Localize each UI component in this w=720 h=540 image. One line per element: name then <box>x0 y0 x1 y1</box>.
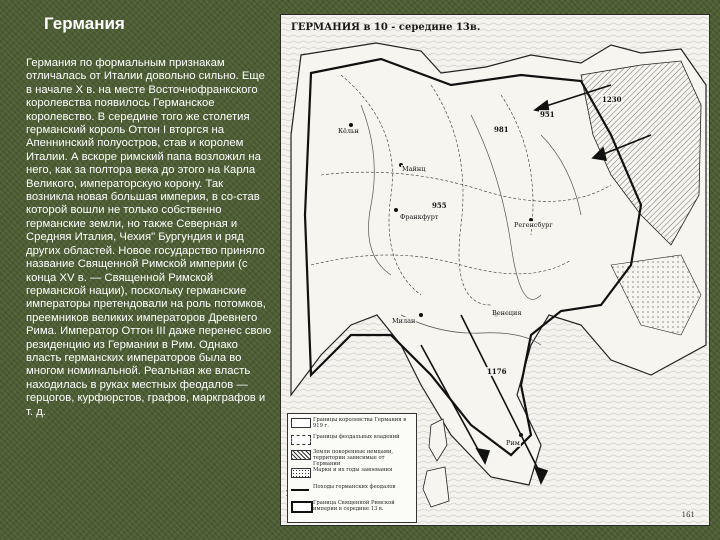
legend-item: Марки и их годы завоевания <box>291 467 413 481</box>
legend-item: Походы германских феодалов <box>291 484 413 498</box>
slide-body-text: Германия по формальным признакам отличалась от Италии довольно сильно. Еще в начале X в. на месте Восточнофранкского королевства появилось Германское королевство. В середине того же столетия германский король Оттон I вторгся на Апеннинский полуостров, став и королем Италии. А вскоре римский папа возложил на него, как за полтора века до этого на Карла Великого, императорскую корону. Так возникла новая большая империя, в со-став которой вошли не только собственно германские земли, но также Северная и Средняя Италия, Чехия" Бургундия и ряд других областей. Новое государство приняло название Священной Римской империи (с конца XV в. — Священной Римской германской нации), поскольку германские императоры претендовали на роль потомков, преемников великих императоров Древнего Рима. Император Оттон III даже перенес свою резиденцию из Германии в Рим. Однако власть германских императоров была во многом номинальной. Реальная же власть находилась в руках местных феодалов — герцогов, курфюрстов, графов, маркграфов и т. д. <box>26 57 272 418</box>
map-place-label: Регенсбург <box>514 221 553 229</box>
legend-swatch-thick <box>291 501 313 513</box>
map-date-label: 981 <box>494 125 509 134</box>
historical-map <box>280 14 710 526</box>
map-place-label: Майнц <box>402 165 426 173</box>
map-date-label: 951 <box>540 110 555 119</box>
legend-swatch-plain <box>291 418 311 428</box>
map-date-label: 1230 <box>602 95 622 104</box>
map-place-label: Франкфурт <box>400 213 439 221</box>
map-place-label: Венеция <box>492 309 522 317</box>
legend-swatch-dotted <box>291 468 311 478</box>
legend-item: Границы королевства Германия в 919 г. <box>291 417 413 431</box>
map-legend <box>287 413 417 523</box>
map-page-number: 161 <box>681 511 695 519</box>
map-title: ГЕРМАНИЯ в 10 - середине 13в. <box>291 22 481 33</box>
slide-title: Германия <box>44 14 125 33</box>
map-place-label: Кёльн <box>338 127 359 135</box>
legend-swatch-arrows <box>291 489 309 491</box>
map-date-label: 1176 <box>487 367 507 376</box>
legend-swatch-dashed <box>291 435 311 445</box>
legend-swatch-hatched <box>291 450 311 460</box>
map-date-label: 955 <box>432 201 447 210</box>
map-place-label: Рим <box>506 439 520 447</box>
legend-item: Границы феодальных владений <box>291 434 413 448</box>
legend-item: Граница Священной Римской империи в середине 13 в. <box>291 500 413 514</box>
legend-item: Земли покоренные немцами, территории зависимые от Германии <box>291 449 413 463</box>
map-place-label: Милан <box>392 317 416 325</box>
